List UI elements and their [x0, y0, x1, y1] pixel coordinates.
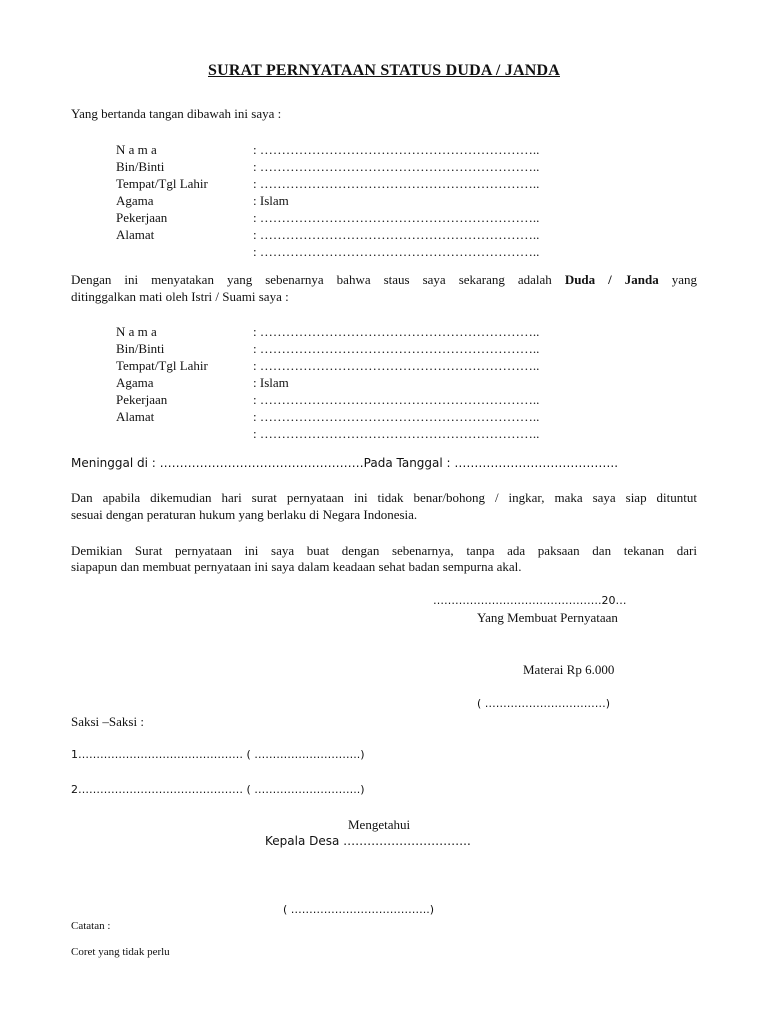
field-label-agama: Agama	[116, 375, 154, 390]
legal-paragraph-line-1: Dan apabila dikemudian hari surat pernyataan ini tidak benar/bohong / ingkar, maka saya siap dituntut	[71, 490, 697, 505]
document-title: SURAT PERNYATAAN STATUS DUDA / JANDA	[208, 62, 560, 79]
field-row	[116, 243, 596, 260]
witness-line-2: 2……………………………………… ( ………………………..)	[71, 783, 365, 796]
field-label-pekerjaan: Pekerjaan	[116, 392, 168, 407]
village-head-name-line: ( ………………………………..)	[283, 903, 435, 916]
field-label-tempat-tgl-lahir: Tempat/Tgl Lahir	[116, 358, 208, 373]
field-value-alamat-cont: : ………………………………………………………..	[253, 426, 540, 441]
field-label-nama: N a m a	[116, 142, 157, 157]
field-value-alamat: : ………………………………………………………..	[253, 227, 540, 242]
field-label-nama: N a m a	[116, 324, 157, 339]
field-value-agama: : Islam	[253, 193, 289, 208]
notes-text: Coret yang tidak perlu	[71, 946, 170, 958]
field-value-alamat-cont: : ………………………………………………………..	[253, 244, 540, 259]
notes-heading: Catatan :	[71, 920, 111, 932]
closing-paragraph-line-1: Demikian Surat pernyataan ini saya buat dengan sebenarnya, tanpa ada paksaan dan tekanan dari	[71, 543, 697, 558]
legal-paragraph-line-2: sesuai dengan peraturan hukum yang berlaku di Negara Indonesia.	[71, 507, 418, 522]
field-value-tempat-tgl-lahir: : ………………………………………………………..	[253, 176, 540, 191]
field-row	[116, 175, 596, 192]
field-label-bin-binti: Bin/Binti	[116, 341, 165, 356]
stamp-label: Materai Rp 6.000	[523, 662, 615, 677]
signature-maker-label: Yang Membuat Pernyataan	[477, 610, 618, 625]
intro-text: Yang bertanda tangan dibawah ini saya :	[71, 106, 282, 121]
field-row	[116, 141, 596, 158]
field-label-alamat: Alamat	[116, 227, 155, 242]
field-row	[116, 323, 596, 340]
field-value-pekerjaan: : ………………………………………………………..	[253, 392, 540, 407]
field-row	[116, 408, 596, 425]
witness-line-1: 1……………………………………… ( ………………………..)	[71, 748, 365, 761]
status-emphasis: Duda / Janda	[564, 272, 659, 287]
death-place-label: Meninggal di :	[71, 456, 156, 470]
field-row	[116, 226, 596, 243]
field-value-alamat: : ………………………………………………………..	[253, 409, 540, 424]
field-row	[116, 374, 596, 391]
witnesses-heading: Saksi –Saksi :	[71, 714, 144, 729]
field-row	[116, 340, 596, 357]
field-row	[116, 425, 596, 442]
field-value-nama: : ………………………………………………………..	[253, 142, 540, 157]
field-value-tempat-tgl-lahir: : ………………………………………………………..	[253, 358, 540, 373]
closing-paragraph-line-2: siapapun dan membuat pernyataan ini saya dalam keadaan sehat badan sempurna akal.	[71, 559, 522, 574]
field-label-pekerjaan: Pekerjaan	[116, 210, 168, 225]
field-row	[116, 158, 596, 175]
field-value-bin-binti: : ………………………………………………………..	[253, 341, 540, 356]
death-date-label: Pada Tanggal :	[363, 456, 451, 470]
field-value-pekerjaan: : ………………………………………………………..	[253, 210, 540, 225]
signature-name-line: ( ……………………………)	[477, 697, 611, 710]
death-info-line	[71, 456, 618, 470]
field-label-bin-binti: Bin/Binti	[116, 159, 165, 174]
person1-fields	[116, 141, 596, 260]
field-label-agama: Agama	[116, 193, 154, 208]
field-label-tempat-tgl-lahir: Tempat/Tgl Lahir	[116, 176, 208, 191]
field-row	[116, 192, 596, 209]
death-date-dots: …………………………………..	[454, 456, 619, 470]
signature-date-line: ……………………………………….20…	[433, 594, 627, 607]
field-value-nama: : ………………………………………………………..	[253, 324, 540, 339]
person2-fields	[116, 323, 596, 442]
field-row	[116, 357, 596, 374]
statement-line-1	[71, 271, 697, 289]
statement-text-end: yang	[671, 272, 698, 287]
death-place-dots: ……………………………………………	[159, 456, 364, 470]
village-head-line: Kepala Desa …………………………..	[265, 834, 471, 848]
statement-line-2: ditinggalkan mati oleh Istri / Suami saya :	[71, 289, 289, 304]
approval-label: Mengetahui	[348, 817, 411, 832]
field-row	[116, 209, 596, 226]
field-label-alamat: Alamat	[116, 409, 155, 424]
field-row	[116, 391, 596, 408]
field-value-bin-binti: : ………………………………………………………..	[253, 159, 540, 174]
field-value-agama: : Islam	[253, 375, 289, 390]
statement-text: Dengan ini menyatakan yang sebenarnya bahwa staus saya sekarang adalah	[71, 272, 552, 287]
